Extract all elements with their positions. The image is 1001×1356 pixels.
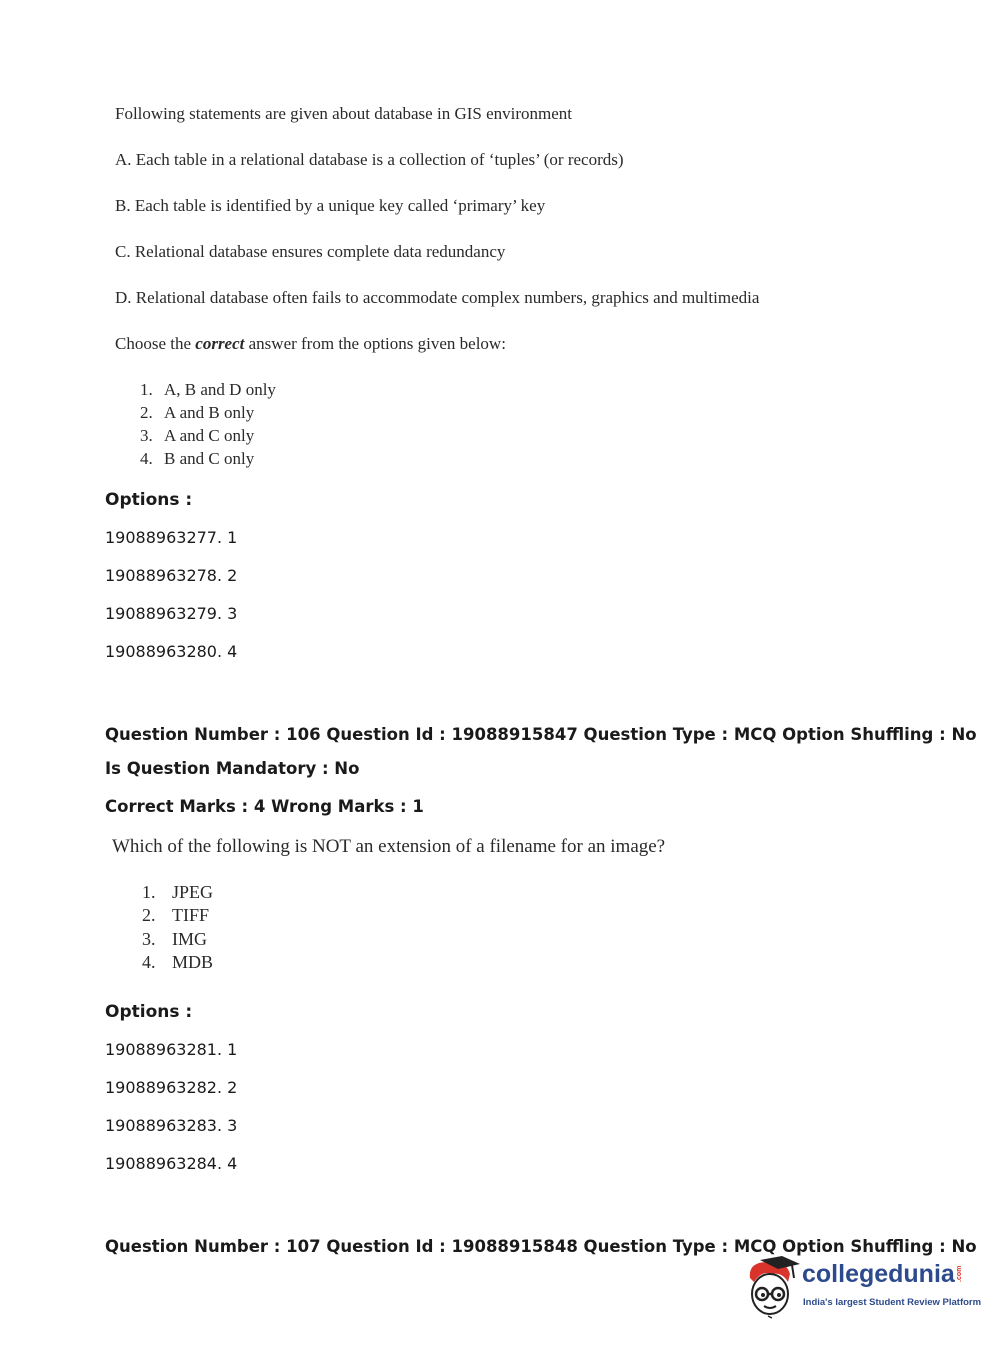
question-header: Question Number : 106 Question Id : 19088915847 Question Type : MCQ Option Shuffling : No [105,725,977,744]
statement-c: C. Relational database ensures complete data redundancy [115,242,506,261]
choice-4 [142,952,213,973]
option-id: 19088963279. 3 [105,604,238,623]
options-label: Options : [105,490,193,510]
choice-number: 3. [142,929,156,949]
option-id: 19088963282. 2 [105,1078,238,1097]
marks-line: Correct Marks : 4 Wrong Marks : 1 [105,797,424,816]
logo-tagline: India's largest Student Review Platform [803,1297,982,1308]
choice-number: 4. [140,449,153,468]
choice-text: IMG [172,929,207,949]
choice-text: TIFF [172,905,210,925]
statement-d: D. Relational database often fails to accommodate complex numbers, graphics and multimedia [115,288,760,307]
choice-number: 3. [140,426,153,445]
choice-3 [142,929,207,950]
instruction-pre: Choose the [115,334,196,353]
choice-2 [142,905,209,926]
instruction-emphasis: correct [195,334,245,353]
student-mascot-icon [742,1256,800,1320]
choice-number: 4. [142,952,156,972]
choice-number: 1. [140,380,153,399]
choice-1 [142,882,213,903]
option-id: 19088963280. 4 [105,642,238,661]
question-text: Which of the following is NOT an extension of a filename for an image? [112,836,666,857]
option-id: 19088963278. 2 [105,566,238,585]
choice-3 [140,426,254,446]
choice-number: 1. [142,882,156,902]
mandatory-line: Is Question Mandatory : No [105,759,360,778]
choice-number: 2. [142,905,156,925]
option-id: 19088963281. 1 [105,1040,238,1059]
instruction [115,334,506,354]
statement-b: B. Each table is identified by a unique key called ‘primary’ key [115,196,546,215]
choice-text: B and C only [164,449,255,468]
question-intro: Following statements are given about database in GIS environment [115,104,573,123]
logo-name: collegedunia [802,1260,955,1288]
choice-text: A, B and D only [164,380,276,399]
option-id: 19088963277. 1 [105,528,238,547]
options-label: Options : [105,1002,193,1022]
option-id: 19088963283. 3 [105,1116,238,1135]
instruction-post: answer from the options given below: [244,334,506,353]
question-header: Question Number : 107 Question Id : 19088915848 Question Type : MCQ Option Shuffling : No [105,1237,977,1256]
choice-number: 2. [140,403,153,422]
choice-text: A and C only [164,426,255,445]
choice-text: JPEG [172,882,214,902]
logo-wordmark [802,1260,971,1289]
choice-4 [140,449,254,469]
choice-text: A and B only [164,403,255,422]
choice-1 [140,380,276,400]
choice-2 [140,403,254,423]
option-id: 19088963284. 4 [105,1154,238,1173]
collegedunia-logo [742,1256,982,1320]
statement-a: A. Each table in a relational database is a collection of ‘tuples’ (or records) [115,150,624,169]
choice-text: MDB [172,952,214,972]
logo-suffix: .com [955,1265,963,1282]
